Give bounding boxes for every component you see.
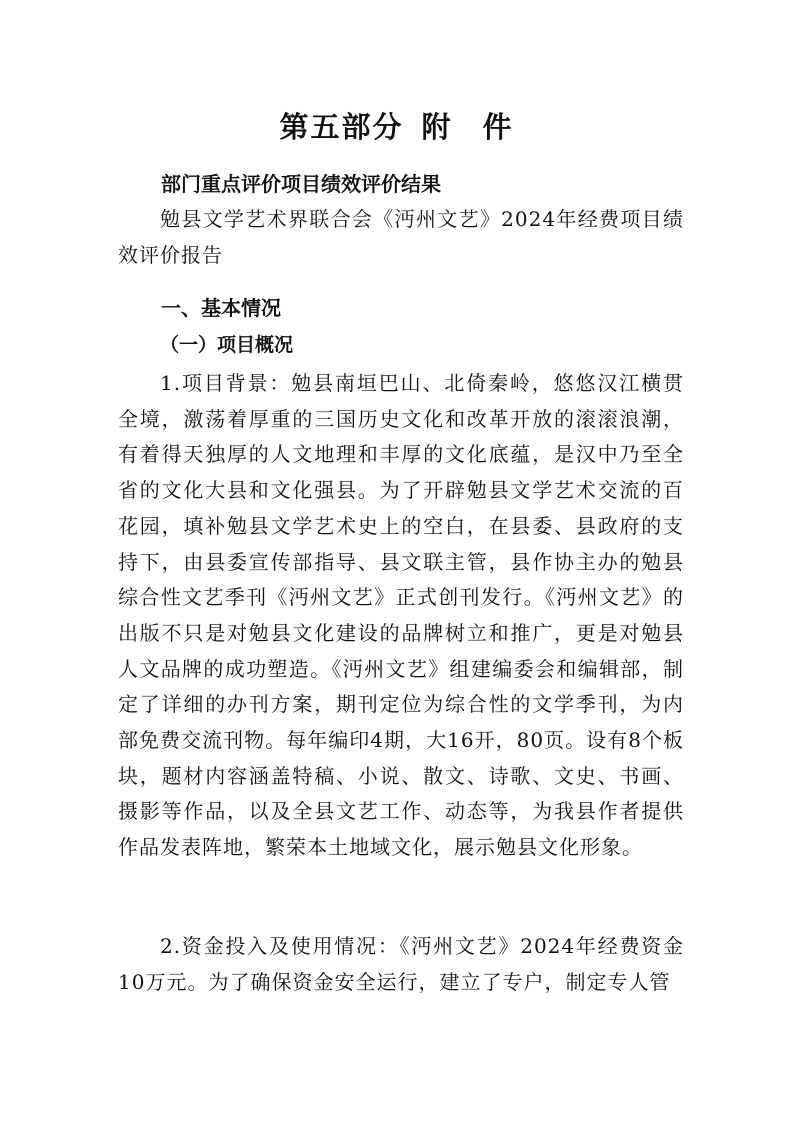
title-word-2: 件 bbox=[482, 110, 514, 144]
paragraph-background: 1.项目背景：勉县南垣巴山、北倚秦岭，悠悠汉江横贯全境，激荡着厚重的三国历史文化和改革开放的滚滚浪潮，有着得天独厚的人文地理和丰厚的文化底蕴，是汉中乃至全省的文化大县和文化强县。为了开辟勉县文学艺术交流的百花园，填补勉县文学艺术史上的空白，在县委、县政府的支持下，由县委宣传部指导、县文联主管，县作协主办的勉县综合性文艺季刊《沔州文艺》正式创刊发行。《沔州文艺》的出版不只是对勉县文化建设的品牌树立和推广，更是对勉县人文品牌的成功塑造。《沔州文艺》组建编委会和编辑部，制定了详细的办刊方案，期刊定位为综合性的文学季刊，为内部免费交流刊物。每年编印4期，大16开，80页。设有8个板块，题材内容涵盖特稿、小说、散文、诗歌、文史、书画、摄影等作品，以及全县文艺工作、动态等，为我县作者提供作品发表阵地，繁荣本土地域文化，展示勉县文化形象。 bbox=[118, 371, 684, 860]
funds-block bbox=[118, 929, 684, 1000]
report-title-block bbox=[118, 202, 684, 273]
paragraph-funds: 2.资金投入及使用情况：《沔州文艺》2024年经费资金10万元。为了确保资金安全运行，建立了专户，制定专人管 bbox=[118, 934, 684, 994]
title-part: 第五部分 bbox=[279, 110, 404, 144]
subsection-heading: （一）项目概况 bbox=[160, 334, 294, 356]
report-title: 勉县文学艺术界联合会《沔州文艺》2024年经费项目绩效评价报告 bbox=[118, 207, 684, 267]
chapter-heading: 一、基本情况 bbox=[161, 296, 281, 320]
section-heading: 部门重点评价项目绩效评价结果 bbox=[161, 172, 441, 196]
title-word-1: 附 bbox=[421, 110, 453, 144]
page-title bbox=[0, 105, 793, 146]
background-block bbox=[118, 366, 684, 866]
